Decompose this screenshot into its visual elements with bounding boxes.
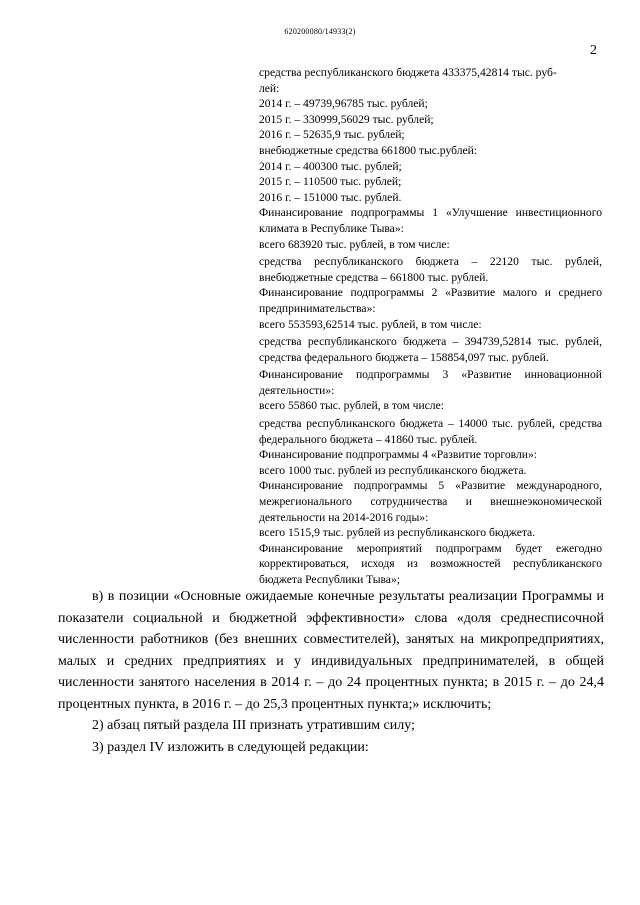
text-line: 2014 г. – 400300 тыс. рублей;	[259, 159, 402, 173]
paragraph: Финансирование подпрограммы 5 «Развитие международного, межрегионального сотрудничества и внешнеэкономической деятельности на 2014-2016 годы»:	[259, 479, 602, 524]
paragraph: средства республиканского бюджета – 14000 тыс. рублей, средства федерального бюджета – 41860 тыс. рублей.	[259, 417, 602, 446]
text-line: лей:	[259, 81, 280, 95]
text-line: средства республиканского бюджета 433375,42814 тыс. руб-	[259, 66, 557, 79]
paragraph: всего 55860 тыс. рублей, в том числе:	[259, 399, 444, 413]
paragraph: средства республиканского бюджета – 22120 тыс. рублей, внебюджетные средства – 661800 тыс. рублей.	[259, 255, 602, 284]
text-line: 2015 г. – 110500 тыс. рублей;	[259, 175, 402, 189]
document-code: 620200080/14933(2)	[284, 27, 356, 36]
paragraph: в) в позиции «Основные ожидаемые конечные результаты реализации Программы и показатели социальной и бюджетной эффективности» слова «доля среднесписочной численности работников (без внешних совместителей), занятых на микропредприятиях, малых и средних предприятиях и у индивидуальных предпринимателей, в общей численности занятого населения в 2014 г. – до 24 процентных пункта; в 2015 г. – до 24,4 процентных пункта, в 2016 г. – до 25,3 процентных пункта;» исключить;	[58, 589, 604, 712]
text-line: 2014 г. – 49739,96785 тыс. рублей;	[259, 97, 428, 111]
page-number: 2	[590, 43, 597, 58]
paragraph: средства республиканского бюджета – 394739,52814 тыс. рублей, средства федерального бюджета – 158854,097 тыс. рублей.	[259, 335, 602, 364]
paragraph: Финансирование мероприятий подпрограмм будет ежегодно корректироваться, исходя из возможностей республиканского бюджета Республики Тыва»;	[259, 541, 602, 586]
paragraph: всего 1000 тыс. рублей из республиканского бюджета.	[259, 463, 527, 477]
paragraph: Финансирование подпрограммы 3 «Развитие инновационной деятельности»:	[259, 368, 602, 397]
text-line: 2016 г. – 151000 тыс. рублей.	[259, 190, 402, 204]
paragraph: Финансирование подпрограммы 2 «Развитие малого и среднего предпринимательства»:	[259, 286, 602, 315]
paragraph: всего 683920 тыс. рублей, в том числе:	[259, 237, 450, 251]
paragraph: 3) раздел IV изложить в следующей редакции:	[92, 739, 369, 755]
text-line: 2015 г. – 330999,56029 тыс. рублей;	[259, 112, 434, 126]
main-text	[58, 586, 604, 758]
text-line: внебюджетные средства 661800 тыс.рублей:	[259, 143, 478, 157]
paragraph: Финансирование подпрограммы 1 «Улучшение инвестиционного климата в Республике Тыва»:	[259, 206, 602, 235]
paragraph: всего 1515,9 тыс. рублей из республиканского бюджета.	[259, 526, 536, 540]
paragraph: 2) абзац пятый раздела III признать утратившим силу;	[92, 718, 415, 733]
financing-block	[259, 65, 602, 588]
paragraph: всего 553593,62514 тыс. рублей, в том числе:	[259, 317, 482, 331]
text-line: 2016 г. – 52635,9 тыс. рублей;	[259, 128, 405, 142]
paragraph: Финансирование подпрограммы 4 «Развитие торговли»:	[259, 448, 537, 462]
